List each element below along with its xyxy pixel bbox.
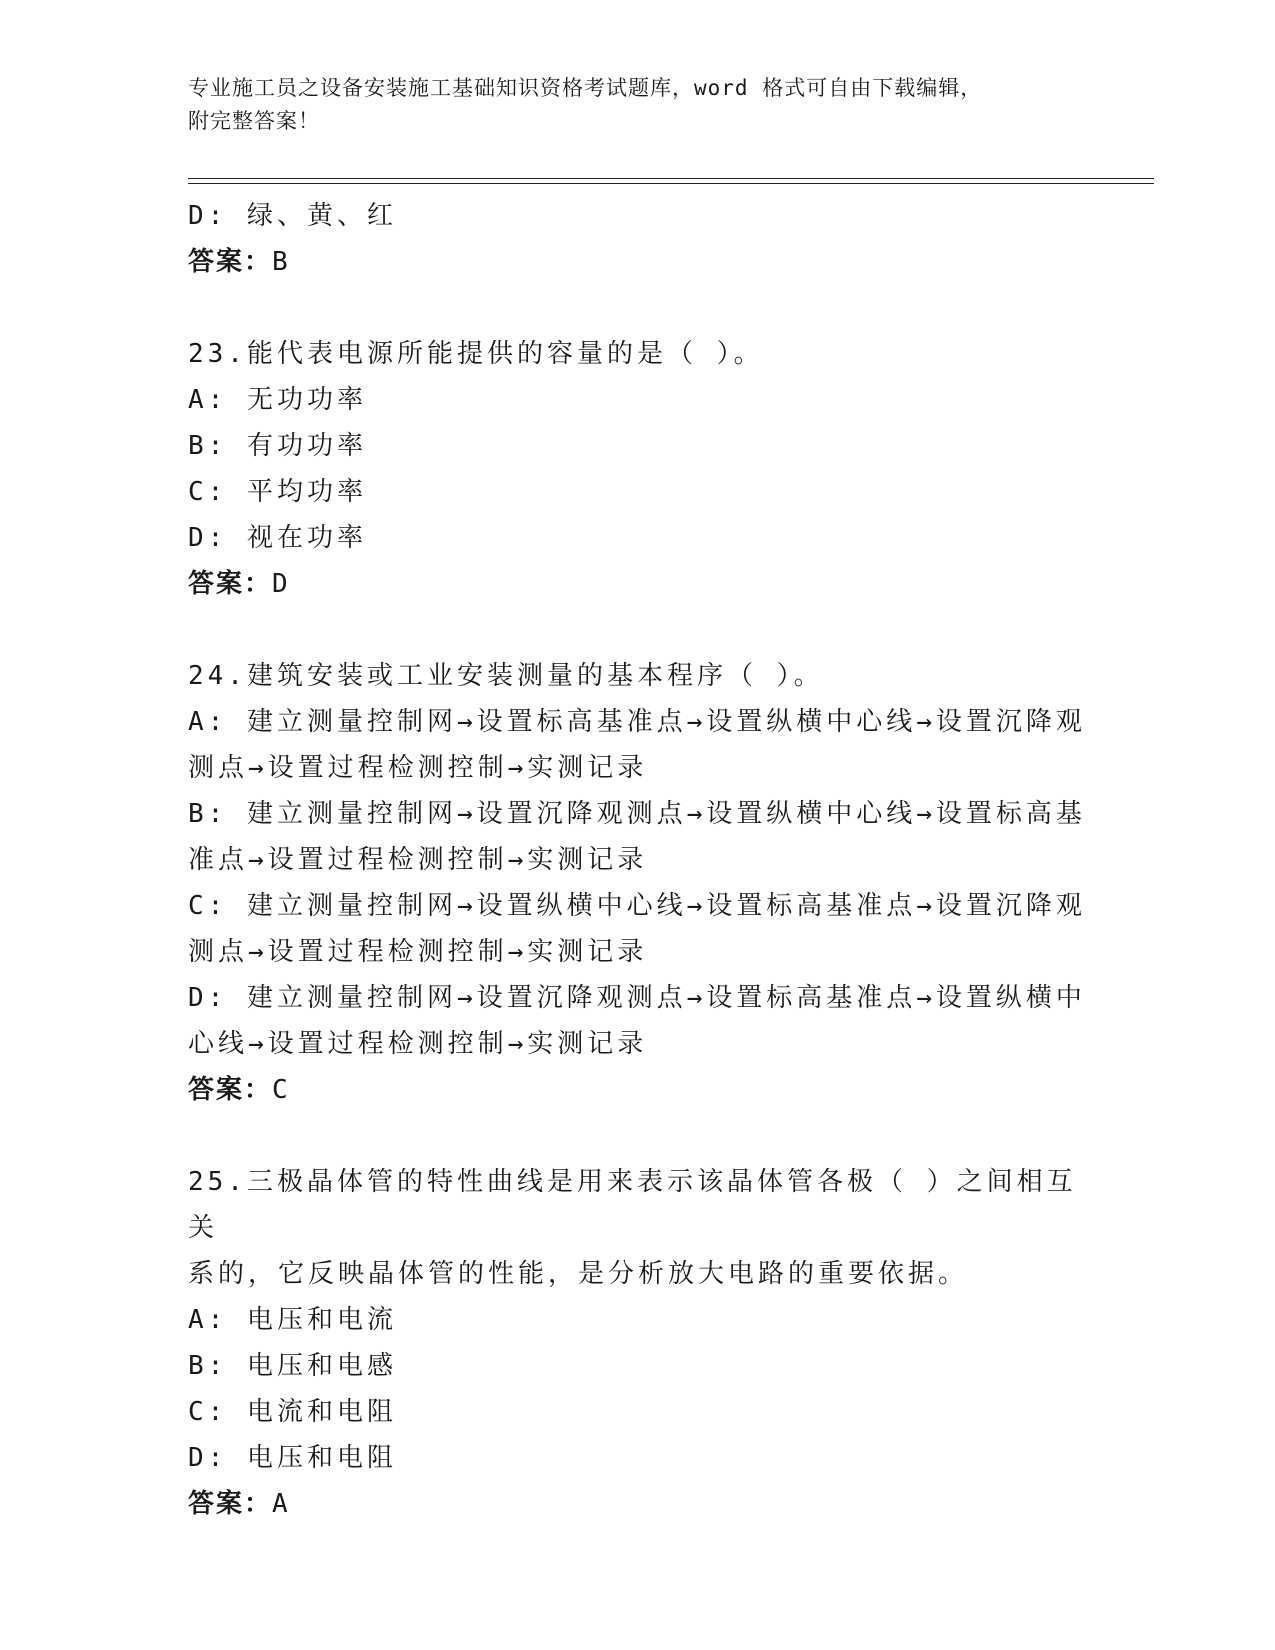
option-line: B: 有功功率 <box>188 431 367 461</box>
header-rule-top <box>188 178 1154 179</box>
question-stem-line: 24.建筑安装或工业安装测量的基本程序（ ）。 <box>188 661 824 691</box>
answer-value: B <box>272 247 290 277</box>
option-line: B: 建立测量控制网→设置沉降观测点→设置纵横中心线→设置标高基 <box>188 799 1086 829</box>
answer-value: D <box>272 569 290 599</box>
option-line: D: 建立测量控制网→设置沉降观测点→设置标高基准点→设置纵横中 <box>188 983 1086 1013</box>
header-title-line1: 专业施工员之设备安装施工基础知识资格考试题库，word 格式可自由下载编辑， <box>188 76 983 100</box>
answer-label: 答案： <box>188 247 273 277</box>
question-answer <box>188 1481 1088 1527</box>
question-stem-line: 系的，它反映晶体管的性能，是分析放大电路的重要依据。 <box>188 1259 969 1289</box>
header-title-line2: 附完整答案！ <box>188 109 320 133</box>
answer-value: C <box>272 1075 290 1105</box>
option-line: D: 视在功率 <box>188 523 367 553</box>
option-line: C: 电流和电阻 <box>188 1397 397 1427</box>
document-body <box>188 193 1088 1527</box>
carryover-answer <box>188 239 1088 285</box>
option-line: C: 建立测量控制网→设置纵横中心线→设置标高基准点→设置沉降观 <box>188 891 1086 921</box>
page-header <box>188 72 1068 138</box>
option-line: D: 电压和电阻 <box>188 1443 397 1473</box>
header-rule-bottom <box>188 183 1154 184</box>
option-line: A: 无功功率 <box>188 385 367 415</box>
question-answer <box>188 1067 1088 1113</box>
option-line: A: 电压和电流 <box>188 1305 397 1335</box>
question-block <box>188 331 1088 607</box>
option-line: B: 电压和电感 <box>188 1351 397 1381</box>
question-spacer <box>188 285 1088 331</box>
question-spacer <box>188 607 1088 653</box>
question-block <box>188 653 1088 1113</box>
answer-label: 答案： <box>188 1489 273 1519</box>
question-stem-line: 23.能代表电源所能提供的容量的是（ ）。 <box>188 339 764 369</box>
option-line: 测点→设置过程检测控制→实测记录 <box>188 753 648 783</box>
question-answer <box>188 561 1088 607</box>
carryover-option-d: D: 绿、黄、红 <box>188 201 397 231</box>
answer-value: A <box>272 1489 290 1519</box>
answer-label: 答案： <box>188 569 273 599</box>
option-line: A: 建立测量控制网→设置标高基准点→设置纵横中心线→设置沉降观 <box>188 707 1086 737</box>
answer-label: 答案： <box>188 1075 273 1105</box>
question-block <box>188 1159 1088 1527</box>
option-line: C: 平均功率 <box>188 477 367 507</box>
question-list <box>188 285 1088 1527</box>
option-line: 准点→设置过程检测控制→实测记录 <box>188 845 648 875</box>
question-spacer <box>188 1113 1088 1159</box>
question-stem-line: 25.三极晶体管的特性曲线是用来表示该晶体管各极（ ）之间相互关 <box>188 1167 1077 1243</box>
option-line: 测点→设置过程检测控制→实测记录 <box>188 937 648 967</box>
option-line: 心线→设置过程检测控制→实测记录 <box>188 1029 648 1059</box>
